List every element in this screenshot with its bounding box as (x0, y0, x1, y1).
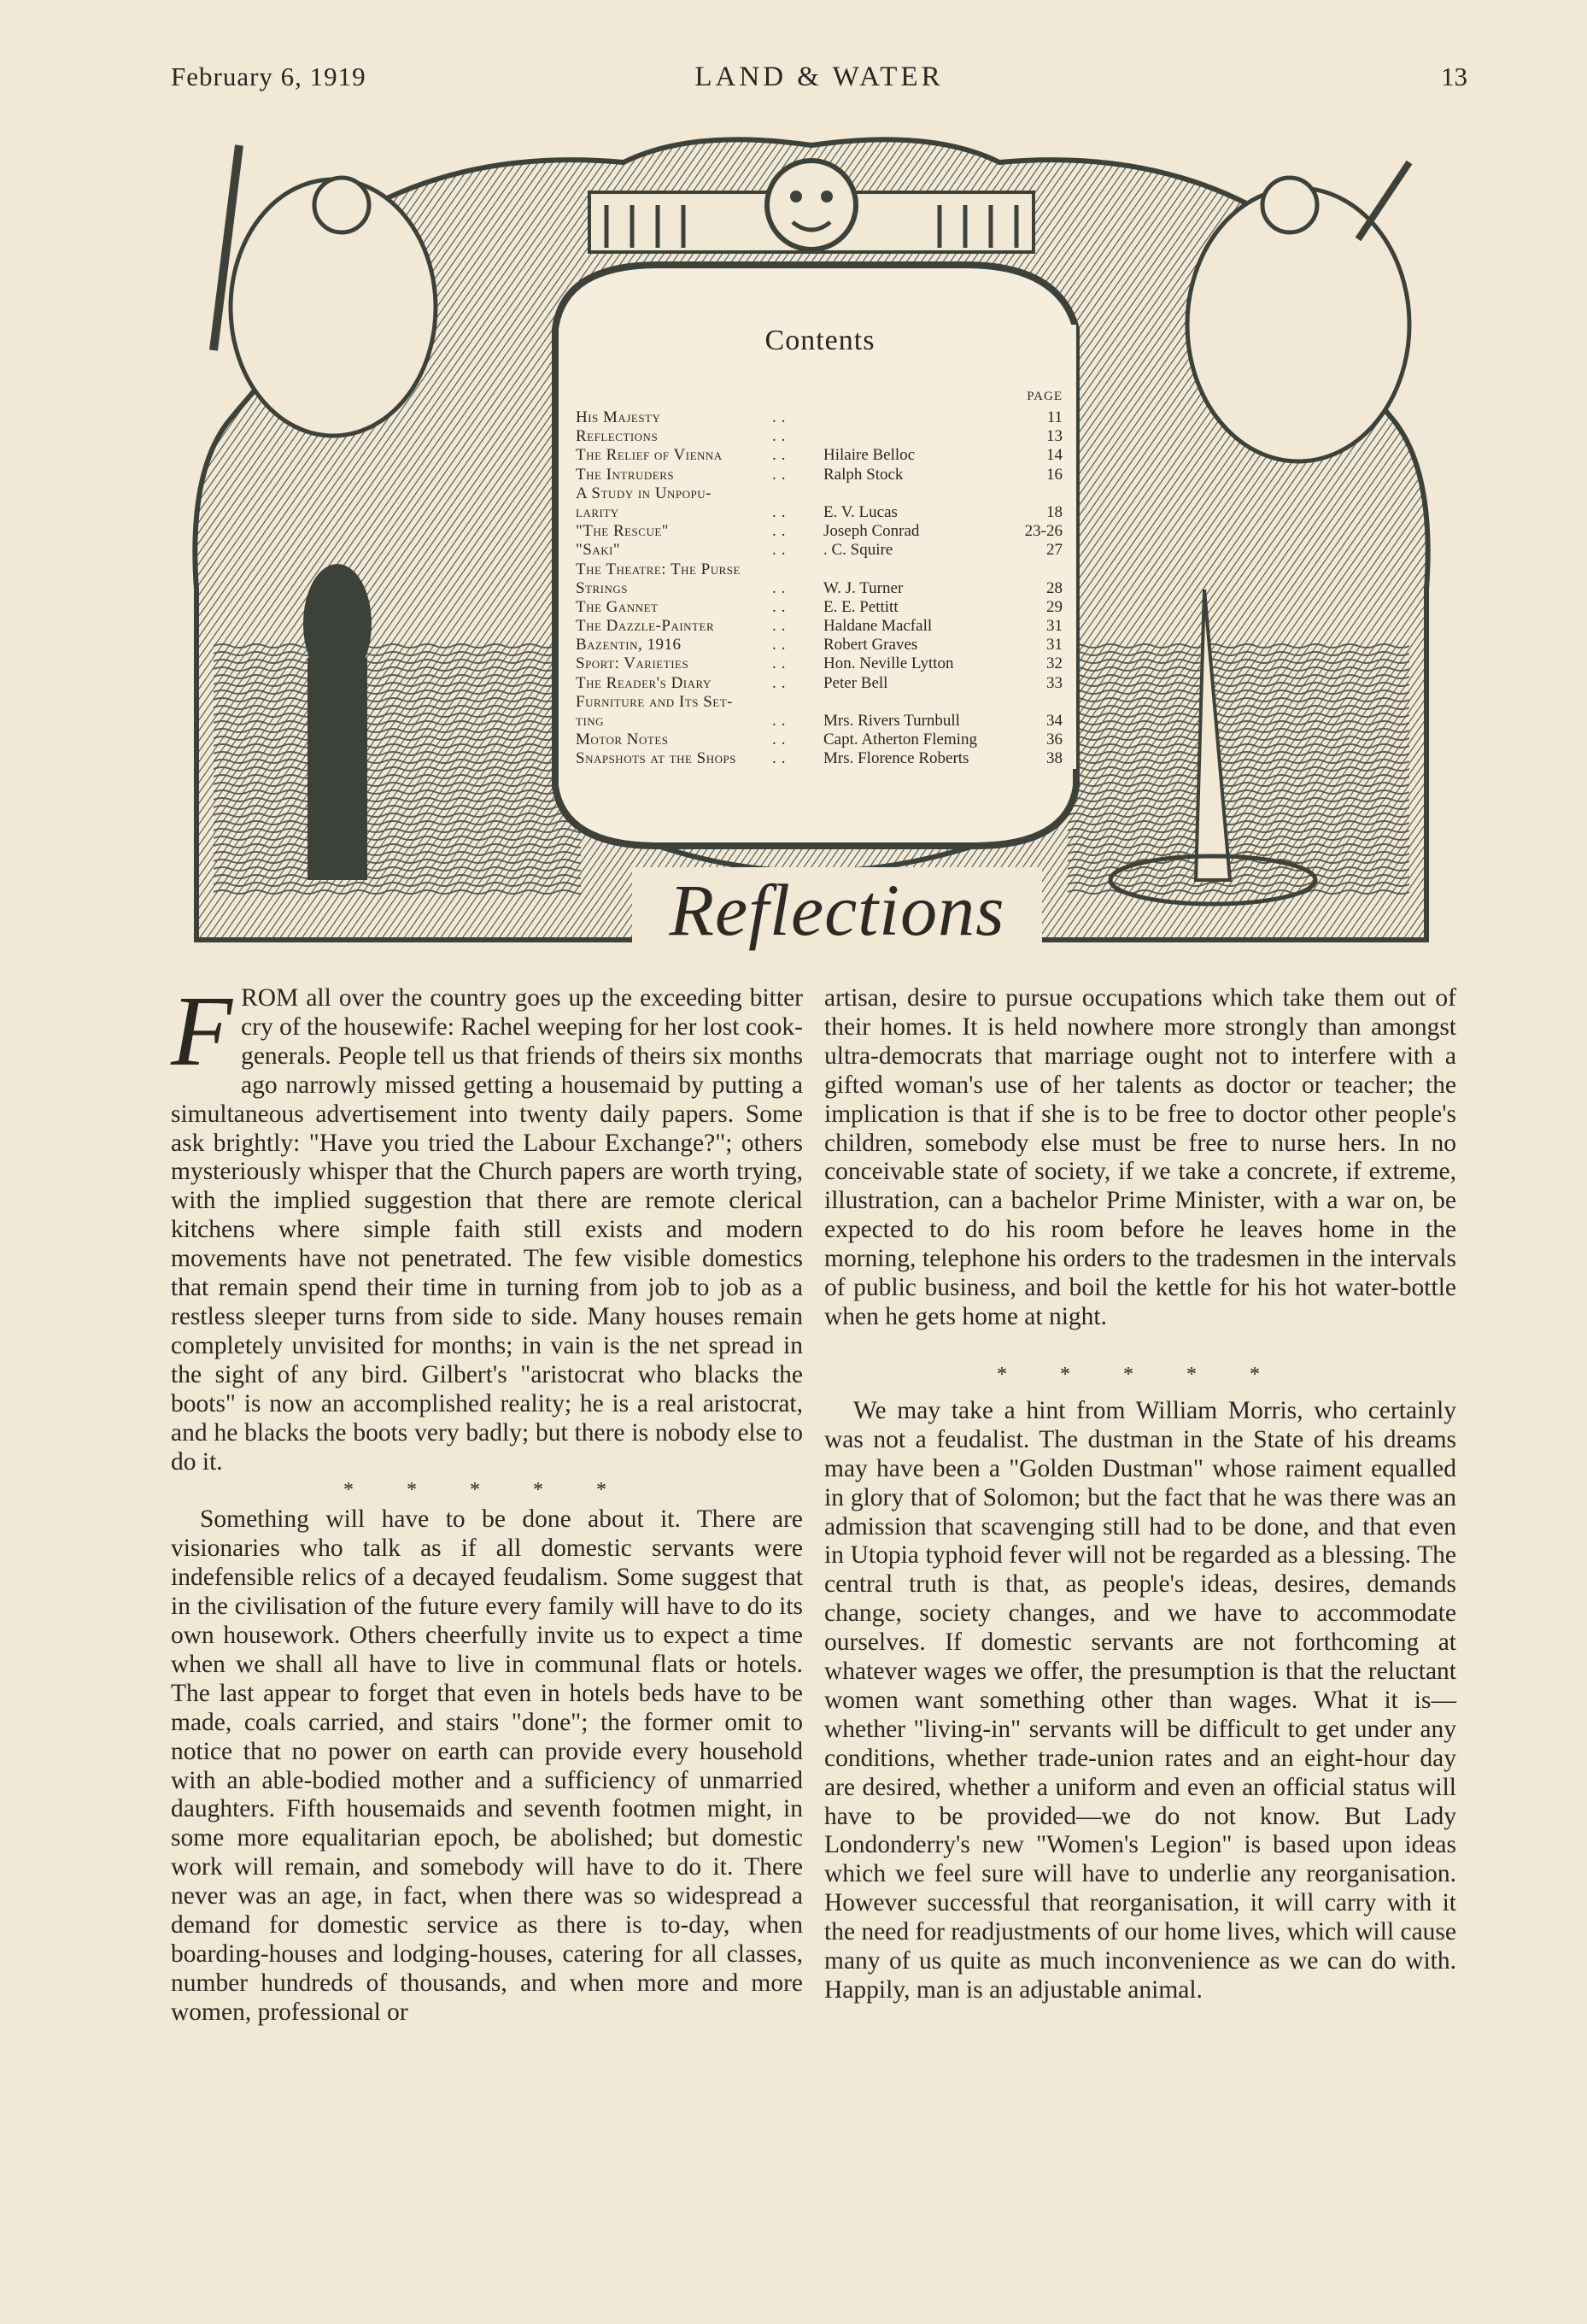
toc-entry-title: "Saki" (576, 541, 621, 560)
toc-entry-title: Snapshots at the Shops (576, 749, 736, 768)
article-right-column (824, 984, 1456, 2005)
toc-entry (576, 408, 1063, 427)
toc-entry (576, 731, 1063, 749)
toc-entry-page: 23-26 (1024, 522, 1063, 541)
toc-entry-author: Robert Graves (823, 636, 918, 654)
toc-leader-dots: .. (772, 465, 791, 484)
toc-entry (576, 693, 1063, 712)
toc-entry-author: Peter Bell (823, 673, 888, 692)
toc-entry-page: 11 (1046, 408, 1063, 426)
toc-entry-author: Joseph Conrad (823, 522, 920, 541)
toc-leader-dots: .. (772, 673, 791, 692)
article-left-column (171, 975, 803, 2028)
toc-entry-author: Hilaire Belloc (823, 446, 916, 465)
toc-entry-page: 38 (1046, 749, 1063, 768)
toc-leader-dots: .. (772, 654, 791, 673)
contents-heading: Contents (764, 325, 875, 356)
toc-entry-title: Reflections (576, 427, 659, 446)
toc-entry-page: 31 (1046, 617, 1063, 636)
toc-leader-dots: .. (772, 446, 791, 465)
toc-entry-page: 13 (1046, 427, 1063, 446)
toc-entry-author: Mrs. Rivers Turnbull (823, 712, 960, 730)
toc-entry-title: The Relief of Vienna (576, 446, 723, 465)
toc-entry (576, 749, 1063, 768)
toc-entry (576, 446, 1063, 465)
toc-leader-dots: .. (772, 731, 791, 749)
toc-entry (576, 712, 1063, 731)
toc-leader-dots: .. (772, 502, 791, 521)
contents-panel (564, 325, 1076, 769)
toc-leader-dots: .. (772, 636, 791, 654)
toc-entry-author: Haldane Macfall (823, 617, 933, 636)
toc-entry-title: The Theatre: The Purse (576, 560, 741, 578)
toc-entry (576, 674, 1063, 693)
toc-entry-page: 28 (1046, 578, 1063, 597)
toc-entry-author: Capt. Atherton Fleming (823, 731, 977, 749)
toc-leader-dots: .. (772, 597, 791, 616)
article-paragraph-4: We may take a hint from William Morris, who certainly was not a feudalist. The dustman in the State of his dreams may have been a "Golden Dustman" whose raiment equalled in glory that of Solomon; but the fact that he was there was an admission that scavenging still had to be done, and that even in Utopia typhoid fever will not be regarded as a blessing. The central truth is that, as people's ideas, desires, demands change, society changes, and we have to accommodate ourselves. If domestic servants are not forthcoming at whatever wages we offer, the presumption is that the reluctant women want something other than wages. What it is—whether "living-in" servants will be difficult to get under any conditions, whether trade-union rates and an eight-hour day are desired, whether a uniform and even an official status will have to be provided—we do not know. But Lady Londonderry's new "Women's Legion" is based upon ideas which we feel sure will have to underlie any reorganisation. However successful that reorganisation, it will carry with it the need for readjustments of our home lives, which will cause many of us quite as much inconvenience as we can do with. Happily, man is an adjustable animal. (824, 1396, 1456, 2004)
toc-entry-author: W. J. Turner (823, 578, 904, 597)
toc-leader-dots: .. (772, 541, 791, 560)
toc-leader-dots: .. (772, 408, 791, 426)
toc-entry (576, 560, 1063, 579)
toc-entry-title: "The Rescue" (576, 522, 670, 541)
toc-entry-page: 33 (1046, 673, 1063, 692)
toc-entry-title: His Majesty (576, 408, 661, 426)
toc-leader-dots: .. (772, 712, 791, 730)
toc-entry-title: Sport: Varieties (576, 654, 689, 673)
section-break: * * * * * (997, 1363, 1284, 1386)
toc-entry (576, 617, 1063, 636)
toc-entry-author: E. V. Lucas (823, 502, 898, 521)
table-of-contents (576, 408, 1063, 769)
toc-entry-page: 34 (1046, 712, 1063, 730)
toc-entry (576, 654, 1063, 673)
toc-entry (576, 522, 1063, 541)
toc-entry-title: larity (576, 502, 619, 521)
toc-entry-page: 31 (1046, 636, 1063, 654)
toc-entry-title: Strings (576, 578, 629, 597)
section-break: * * * * * (343, 1479, 630, 1502)
page-number: 13 (1441, 62, 1467, 91)
toc-entry (576, 484, 1063, 503)
article-title: Reflections (632, 867, 1042, 953)
toc-entry-page: 32 (1046, 654, 1063, 673)
toc-entry (576, 598, 1063, 617)
issue-date: February 6, 1919 (171, 62, 366, 91)
toc-entry-page: 27 (1046, 541, 1063, 560)
toc-entry-page: 16 (1046, 465, 1063, 484)
toc-entry-author: Hon. Neville Lytton (823, 654, 954, 673)
running-head (171, 62, 1467, 104)
toc-leader-dots: .. (772, 522, 791, 541)
drop-cap: F (171, 975, 233, 1087)
toc-entry-title: A Study in Unpopu- (576, 484, 712, 502)
toc-entry-author: Mrs. Florence Roberts (823, 749, 969, 768)
article-paragraph-3: artisan, desire to pursue occupations which take them out of their homes. It is held nowhere more strongly than amongst ultra-democrats that marriage ought not to interfere with a gifted woman's use of her talents as doctor or teacher; the implication is that if she is to be free to doctor other people's children, somebody else must be free to nurse hers. In no conceivable state of society, if we take a concrete, if extreme, illustration, can a bachelor Prime Minister, with a war on, be expected to do his room before he leaves home in the morning, telephone his orders to the tradesmen in the intervals of public business, and boil the kettle for his hot water-bottle when he gets home at night. (824, 984, 1456, 1330)
toc-entry-title: The Intruders (576, 465, 675, 484)
toc-entry-page: 29 (1046, 597, 1063, 616)
page-column-label: PAGE (1027, 390, 1063, 403)
toc-entry (576, 636, 1063, 654)
toc-entry (576, 541, 1063, 560)
toc-entry (576, 503, 1063, 522)
toc-entry-title: Bazentin, 1916 (576, 636, 682, 654)
toc-leader-dots: .. (772, 617, 791, 636)
toc-leader-dots: .. (772, 578, 791, 597)
toc-entry-page: 14 (1046, 446, 1063, 465)
toc-entry-page: 18 (1046, 502, 1063, 521)
toc-entry-title: Furniture and Its Set- (576, 692, 733, 711)
toc-leader-dots: .. (772, 749, 791, 768)
toc-entry-page: 36 (1046, 731, 1063, 749)
toc-entry-title: The Gannet (576, 597, 659, 616)
toc-entry-title: Motor Notes (576, 731, 669, 749)
toc-entry-author: E. E. Pettitt (823, 597, 899, 616)
toc-entry-author: Ralph Stock (823, 465, 904, 484)
toc-entry (576, 427, 1063, 446)
toc-entry (576, 466, 1063, 484)
toc-entry (576, 579, 1063, 598)
toc-leader-dots: .. (772, 427, 791, 446)
article-paragraph-2: Something will have to be done about it. There are visionaries who talk as if all domestic servants were indefensible relics of a decayed feudalism. Some suggest that in the civilisation of the future every family will have to do its own housework. Others cheerfully invite us to expect a time when we shall all have to live in communal flats or hotels. The last appear to forget that even in hotels beds have to be made, coals carried, and stairs "done"; the former omit to notice that no power on earth can provide every household with an able-bodied mother and a sufficiency of unmarried daughters. Fifth housemaids and seventh footmen might, in some more equalitarian epoch, be abolished; but domestic work will remain, and somebody will have to do it. There never was an age, in fact, when there was so widespread a demand for domestic service as there is to-day, when boarding-houses and lodging-houses, catering for all classes, number hundreds of thousands, and when more and more women, professional or (171, 1505, 803, 2026)
toc-entry-title: ting (576, 712, 605, 730)
toc-entry-title: The Dazzle-Painter (576, 617, 715, 636)
toc-entry-author: . C. Squire (823, 541, 893, 560)
article-paragraph-1 (171, 975, 803, 1476)
paragraph-text: ROM all over the country goes up the exceeding bitter cry of the housewife: Rachel weeping for her lost cook-generals. People tell us that friends of theirs six months ago narrowly missed getting a housemaid by putting a simultaneous advertisement into twenty daily papers. Some ask brightly: "Have you tried the Labour Exchange?"; others mysteriously whisper that the Church papers are worth trying, with the implied suggestion that there are remote clerical kitchens where simple faith still exists and modern movements have not penetrated. The few visible domestics that remain spend their time in turning from job to job as a restless sleeper turns from side to side. Many houses remain completely unvisited for months; in vain is the net spread in the sight of any bird. Gilbert's "aristocrat who blacks the boots" is now an accomplished reality; he is a real aristocrat, and he blacks the boots very badly; but there is nobody else to do it. (171, 984, 803, 1476)
publication-title: LAND & WATER (694, 62, 944, 92)
toc-entry-title: The Reader's Diary (576, 673, 712, 692)
